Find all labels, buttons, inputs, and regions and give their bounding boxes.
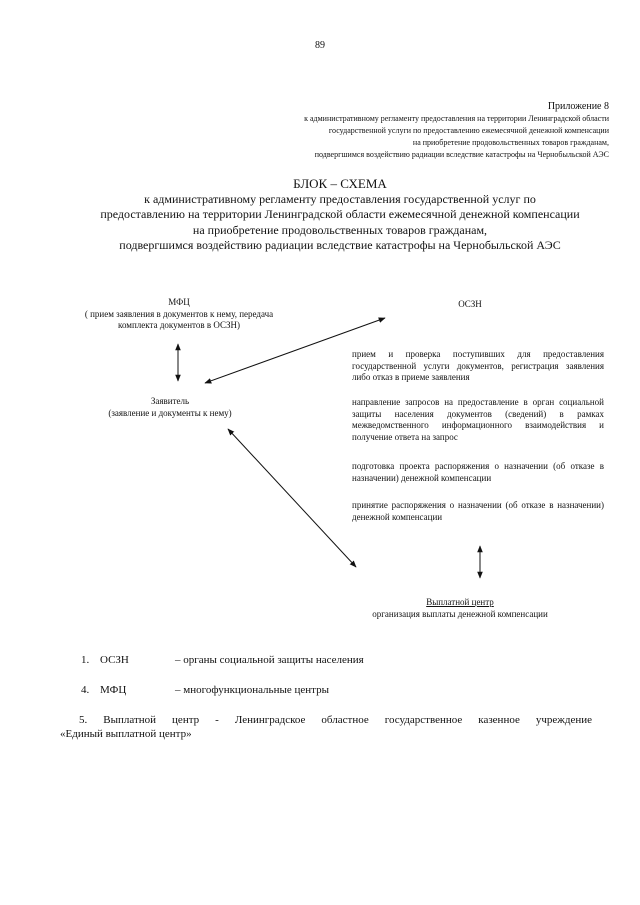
appendix-title: Приложение 8: [547, 101, 609, 112]
appendix-line: подвергшимся воздействию радиации вследствие катастрофы на Чернобыльской АЭС: [314, 150, 609, 159]
mfc-description: комплекта документов в ОСЗН): [118, 320, 240, 330]
legend-definition: – органы социальной защиты населения: [175, 654, 364, 666]
payment-center-subtitle: организация выплаты денежной компенсации: [372, 608, 548, 619]
process-step: направление запросов на предоставление в орган социальной защиты населения документов (сведений) в рамках межведомственного информационного взаимодействия и получение ответа на запрос: [352, 397, 604, 443]
payment-center-title: Выплатной центр: [426, 597, 494, 607]
process-step: принятие распоряжения о назначении (об отказе в назначении) денежной компенсации: [352, 500, 604, 522]
legend-number: 4.: [81, 684, 90, 696]
heading-line: к административному регламенту предоставления государственной услуг по: [144, 191, 536, 206]
legend-term: ОСЗН: [100, 654, 129, 666]
heading-line: предоставлению на территории Ленинградской области ежемесячной денежной компенсации: [100, 207, 580, 222]
legend-definition: – многофункциональные центры: [175, 684, 329, 696]
appendix-line: к административному регламенту предоставления на территории Ленинградской области: [304, 114, 609, 123]
arrow-applicant-payment: [228, 429, 356, 567]
page-number: 89: [315, 40, 325, 51]
mfc-description: ( прием заявления в документов к нему, передача: [84, 308, 274, 319]
ozsn-title: ОСЗН: [458, 299, 482, 309]
applicant-title: Заявитель: [150, 396, 190, 406]
heading-line: на приобретение продовольственных товаров гражданам,: [192, 222, 488, 237]
applicant-node: [70, 396, 270, 419]
legend-text: 5. Выплатной центр - Ленинградское областное государственное казенное учреждение: [79, 714, 592, 726]
legend-term: МФЦ: [100, 684, 127, 696]
process-step: прием и проверка поступивших для предоставления государственной услуги документов, регистрация заявления либо отказ в приеме заявления: [352, 349, 604, 383]
mfc-node: [58, 297, 300, 332]
appendix-line: государственной услуги по предоставлению ежемесячной денежной компенсации: [328, 126, 609, 135]
mfc-title: МФЦ: [168, 297, 190, 307]
payment-center-node: [330, 597, 590, 620]
appendix-line: на приобретение продовольственных товаров гражданам,: [412, 138, 609, 147]
process-step: подготовка проекта распоряжения о назначении (об отказе в назначении) денежной компенсации: [352, 461, 604, 483]
heading-title: БЛОК – СХЕМА: [293, 176, 387, 191]
applicant-subtitle: (заявление и документы к нему): [108, 407, 232, 418]
legend-text: «Единый выплатной центр»: [60, 728, 192, 740]
legend-number: 1.: [81, 654, 90, 666]
ozsn-node: [430, 299, 510, 311]
heading-line: подвергшимся воздействию радиации вследствие катастрофы на Чернобыльской АЭС: [119, 238, 561, 253]
legend-item: [60, 713, 592, 741]
